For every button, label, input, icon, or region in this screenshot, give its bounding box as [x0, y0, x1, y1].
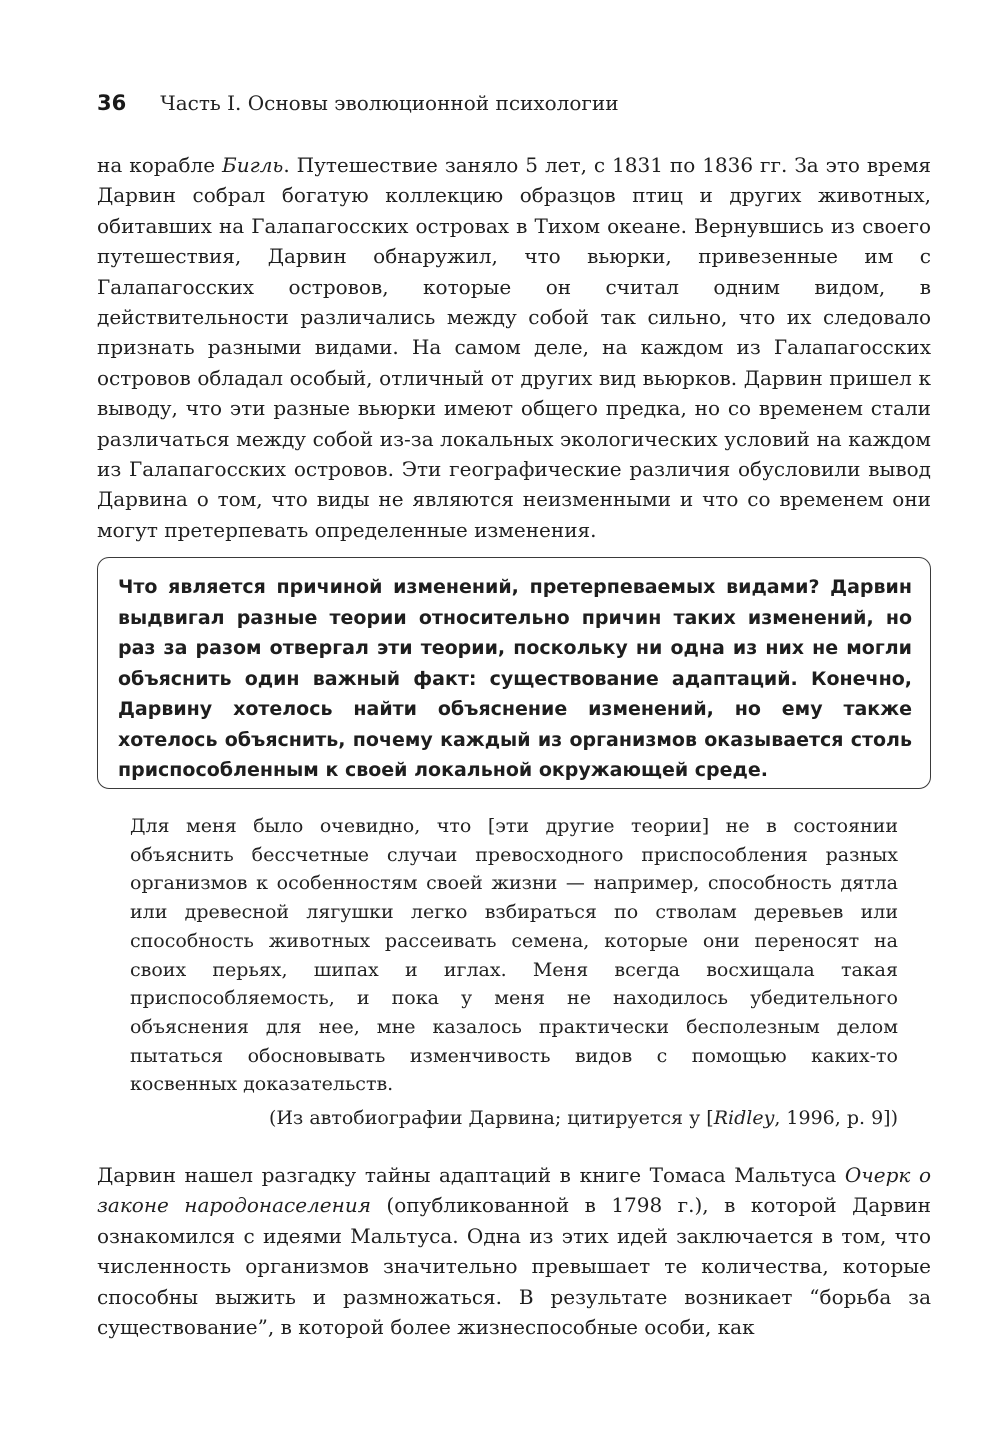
book-title: Очерк о законе народонаселения [97, 1163, 931, 1218]
paragraph-1-lead: на корабле [97, 153, 223, 177]
callout-text: Что является причиной изменений, претерпеваемых видами? Дарвин выдвигал разные теории относительно причин таких изменений, но раз за разом отвергал эти теории, поскольку ни одна из них не могли объяснить один важный факт: существование адаптаций. Конечно, Дарвину хотелось найти объяснение изменений, но ему также хотелось объяснить, почему каждый из организмов оказывается столь приспособленным к своей локальной окружающей среде. [118, 576, 912, 781]
body-paragraph-2 [97, 1160, 931, 1342]
page-header [97, 86, 619, 120]
running-title: Часть I. Основы эволюционной психологии [160, 91, 619, 115]
darwin-quote [130, 812, 898, 1133]
quote-text: Для меня было очевидно, что [эти другие теории] не в состоянии объяснить бессчетные случаи превосходного приспособления разных организмов к особенностям своей жизни — например, способность дятла или древесной лягушки легко взбираться по стволам деревьев или способность животных рассеивать семена, которые они переносят на своих перьях, шипах и иглах. Меня всегда восхищала такая приспособляемость, и пока у меня не находилось убедительного объяснения для нее, мне казалось практически бесполезным делом пытаться обосновывать изменчивость видов с помощью каких-то косвенных доказательств. [130, 815, 898, 1096]
paragraph-2-text: (опубликованной в 1798 г.), в которой Дарвин ознакомился с идеями Мальтуса. Одна из этих идей заключается в том, что численность организмов значительно превышает те количества, которые способны выжить и размножаться. В результате возникает “борьба за существование”, в которой более жизнеспособные особи, как [97, 1193, 931, 1340]
quote-source-tail: , 1996, p. 9]) [774, 1107, 898, 1130]
page-number: 36 [97, 91, 127, 115]
quote-source-author: Ridley [713, 1107, 775, 1130]
paragraph-1-text: . Путешествие заняло 5 лет, с 1831 по 1836 гг. За это время Дарвин собрал богатую коллекцию образцов птиц и других животных, обитавших на Галапагосских островах в Тихом океане. Вернувшись из своего путешествия, Дарвин обнаружил, что вьюрки, привезенные им с Галапагосских островов, которые он считал одним видом, в действительности различались между собой так сильно, что их следовало признать разными видами. На самом деле, на каждом из Галапагосских островов обладал особый, отличный от других вид вьюрков. Дарвин пришел к выводу, что эти разные вьюрки имеют общего предка, но со временем стали различаться между собой из-за локальных экологических условий на каждом из Галапагосских островов. Эти географические различия обусловили вывод Дарвина о том, что виды не являются неизменными и что со временем они могут претерпевать определенные изменения. [97, 153, 931, 542]
quote-source-lead: (Из автобиографии Дарвина; цитируется у [ [268, 1107, 714, 1130]
body-paragraph-1 [97, 150, 931, 545]
quote-source [130, 1103, 898, 1133]
ship-name: Бигль [222, 153, 284, 177]
callout-box [97, 557, 931, 789]
paragraph-2-lead: Дарвин нашел разгадку тайны адаптаций в книге Томаса Мальтуса [97, 1163, 845, 1187]
